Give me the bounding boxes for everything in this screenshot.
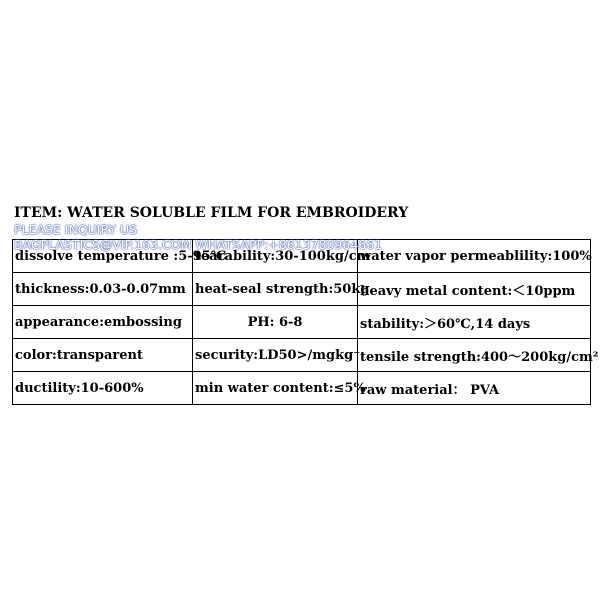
table-cell: dissolve temperature :5-95℃ (13, 240, 193, 273)
table-row (13, 273, 591, 306)
table-cell: heat-seal strength:50kg (193, 273, 358, 306)
watermark-line-2: BAGPLASTICS@VIP.163.COM WHATSAPP:+8613780964661 (14, 237, 383, 252)
table-cell: appearance:embossing (13, 306, 193, 339)
table-cell: tearability:30-100kg/cm (193, 240, 358, 273)
spec-table (12, 239, 599, 405)
table-row (13, 306, 591, 339)
table-cell: raw material： PVA (358, 372, 591, 405)
table-cell: tensile strength:400～200kg/cm² (358, 339, 591, 372)
table-cell: min water content:≤5% (193, 372, 358, 405)
table-cell: ductility:10-600% (13, 372, 193, 405)
table-cell: color:transparent (13, 339, 193, 372)
table-cell: stability:＞60℃,14 days (358, 306, 591, 339)
table-cell: heavy metal content:＜10ppm (358, 273, 591, 306)
document-title: ITEM: WATER SOLUBLE FILM FOR EMBROIDERY (14, 205, 409, 221)
table-cell: PH: 6-8 (193, 306, 358, 339)
watermark-line-1: PLEASE INQUIRY US (14, 222, 138, 237)
table-cell: security:LD50>/mgkg⁻ (193, 339, 358, 372)
table-cell: thickness:0.03-0.07mm (13, 273, 193, 306)
table-row (13, 372, 591, 405)
table-row (13, 339, 591, 372)
table-cell: water vapor permeablility:100% (358, 240, 591, 273)
